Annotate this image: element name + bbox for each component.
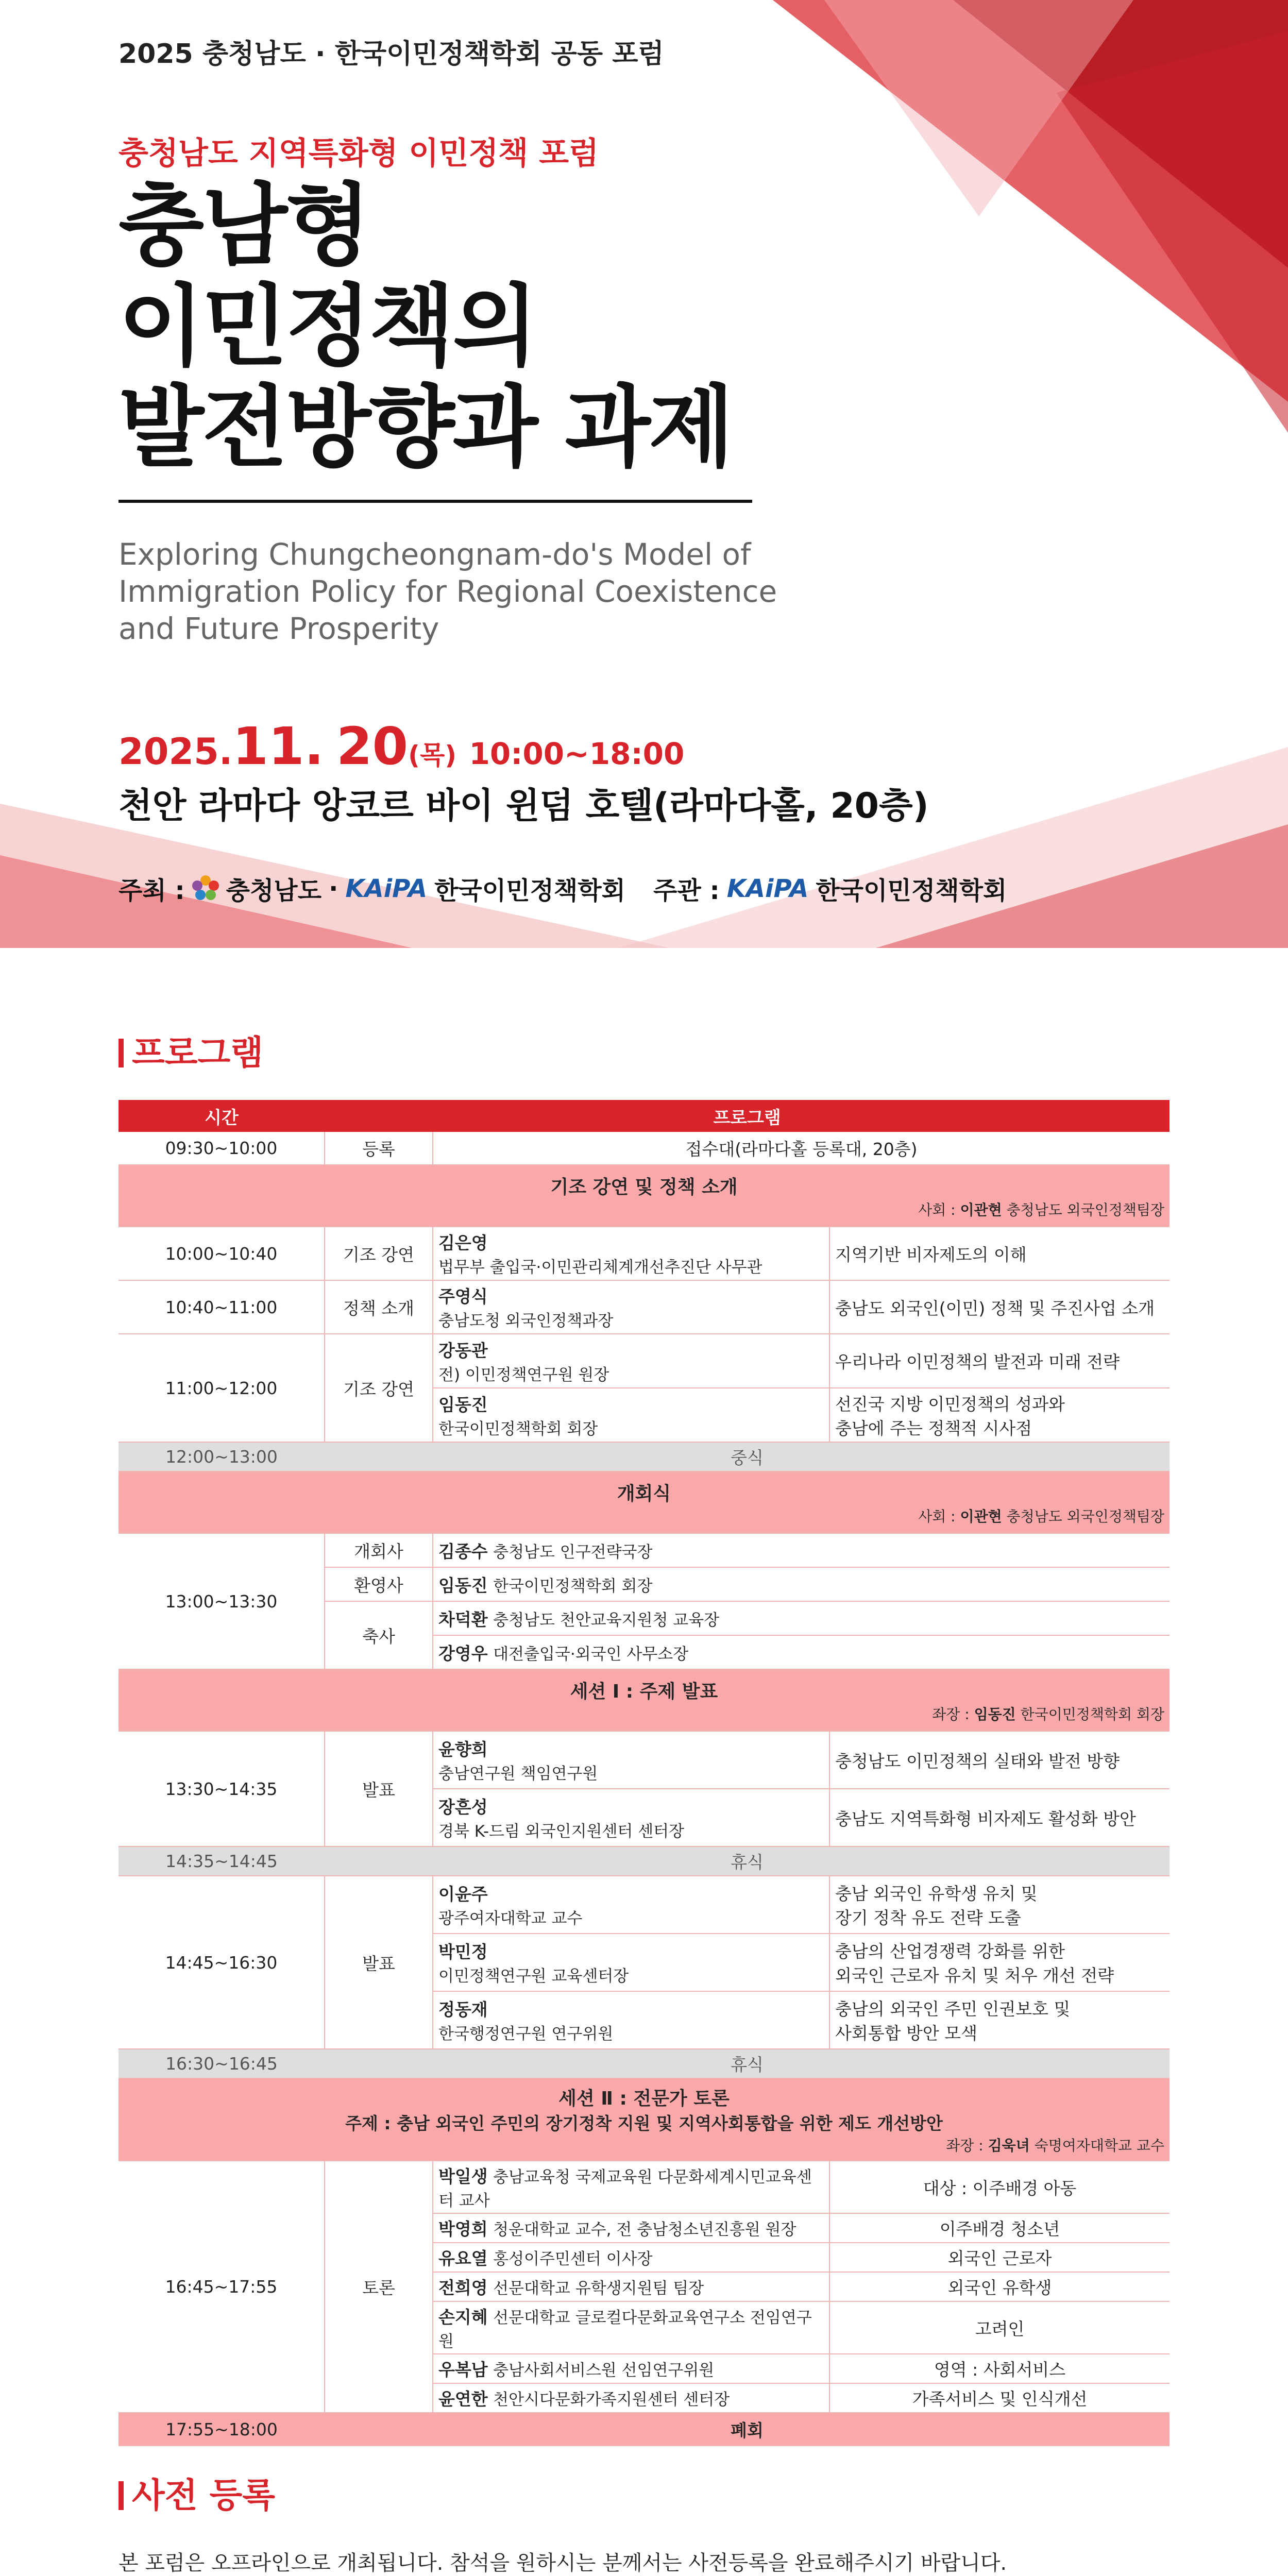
speaker-cell	[433, 2354, 829, 2383]
role-cell: 가족서비스 및 인식개선	[829, 2383, 1170, 2413]
desc-cell: 접수대(라마다홀 등록대, 20층)	[433, 1132, 1170, 1165]
host-kaipa-name: 한국이민정책학회	[434, 876, 626, 905]
category-cell: 정책 소개	[325, 1280, 433, 1334]
speaker-name: 임동진	[438, 1394, 488, 1415]
speaker-name: 주영식	[438, 1286, 488, 1307]
program-heading	[118, 1025, 263, 1074]
speaker-cell	[433, 1991, 829, 2049]
role-cell: 외국인 근로자	[829, 2243, 1170, 2272]
speaker-cell	[433, 1280, 829, 1334]
title-line: 충남형	[118, 174, 369, 277]
topic-line: 충남에 주는 정책적 시사점	[835, 1418, 1032, 1438]
category-cell: 환영사	[325, 1567, 433, 1601]
break-label: 휴식	[325, 2049, 1170, 2078]
table-row	[118, 1280, 1170, 1334]
table-row	[118, 1334, 1170, 1388]
date-weekday: (목)	[408, 740, 457, 770]
topic-cell: 충남도 지역특화형 비자제도 활성화 방안	[829, 1789, 1170, 1846]
speaker-org: 한국행정연구원 연구위원	[438, 2025, 614, 2043]
closing-label: 폐회	[325, 2413, 1170, 2446]
speaker-cell	[433, 2301, 829, 2354]
table-row	[118, 1533, 1170, 1567]
chair-org: 충청남도 외국인정책팀장	[1006, 1201, 1165, 1218]
title-line: 이민정책의	[118, 275, 536, 378]
table-row	[118, 1227, 1170, 1280]
chair-org: 충청남도 외국인정책팀장	[1006, 1507, 1165, 1525]
speaker-name: 강동관	[438, 1340, 488, 1361]
speaker-cell	[433, 1635, 1170, 1669]
program-table	[118, 1100, 1170, 2446]
topic-cell: 우리나라 이민정책의 발전과 미래 전략	[829, 1334, 1170, 1388]
band-title: 세션 Ⅱ : 전문가 토론	[558, 2088, 730, 2109]
speaker-org: 한국이민정책학회 회장	[493, 1577, 653, 1596]
band-title: 세션 Ⅰ : 주제 발표	[570, 1681, 718, 1702]
speaker-org: 홍성이주민센터 이사장	[493, 2250, 653, 2268]
speaker-name: 임동진	[438, 1575, 488, 1596]
time-cell: 10:40~11:00	[118, 1280, 325, 1334]
speaker-org: 법무부 출입국·이민관리체계개선추진단 사무관	[438, 1258, 762, 1277]
speaker-cell	[433, 1388, 829, 1442]
table-row	[118, 1876, 1170, 1934]
table-row	[118, 1132, 1170, 1165]
registration-heading-text: 사전 등록	[132, 2476, 276, 2515]
topic-line: 외국인 근로자 유치 및 처우 개선 전략	[835, 1965, 1114, 1986]
speaker-name: 손지혜	[438, 2307, 488, 2327]
speaker-cell	[433, 1789, 829, 1846]
topic-line: 장기 정착 유도 전략 도출	[835, 1908, 1021, 1928]
chair-name: 이관현	[960, 1201, 1002, 1218]
time-cell: 14:35~14:45	[118, 1846, 325, 1876]
organizer-name: 한국이민정책학회	[816, 876, 1007, 905]
title-rule	[118, 500, 752, 503]
table-header-row	[118, 1100, 1170, 1132]
category-cell: 등록	[325, 1132, 433, 1165]
band-chair	[124, 1505, 1164, 1526]
kaipa-logo: KAiPA	[345, 874, 428, 903]
time-cell: 11:00~12:00	[118, 1334, 325, 1442]
category-cell: 토론	[325, 2161, 433, 2413]
speaker-cell	[433, 1567, 1170, 1601]
date-time: 10:00~18:00	[469, 736, 685, 771]
speaker-name: 김종수	[438, 1541, 488, 1562]
speaker-cell	[433, 2161, 829, 2213]
topic-cell	[829, 1388, 1170, 1442]
closing-row	[118, 2413, 1170, 2446]
speaker-org: 천안시다문화가족지원센터 센터장	[493, 2391, 730, 2409]
band-chair	[124, 1703, 1164, 1724]
speaker-name: 전희영	[438, 2278, 488, 2298]
poster-header	[0, 0, 1288, 948]
english-title	[118, 536, 777, 647]
speaker-org: 청운대학교 교수, 전 충남청소년진흥원 원장	[493, 2221, 796, 2239]
time-cell: 10:00~10:40	[118, 1227, 325, 1280]
speaker-cell	[433, 2383, 829, 2413]
speaker-name: 강영우	[438, 1643, 488, 1664]
main-title	[118, 175, 732, 478]
date-day: 20	[336, 716, 409, 776]
topic-cell: 충남도 외국인(이민) 정책 및 주진사업 소개	[829, 1280, 1170, 1334]
category-cell: 개회사	[325, 1533, 433, 1567]
speaker-name: 박일생	[438, 2166, 488, 2187]
host-label: 주최 :	[118, 876, 185, 905]
band-chair	[124, 2134, 1164, 2155]
chair-name: 김욱녀	[988, 2137, 1030, 2154]
band-title: 기조 강연 및 정책 소개	[550, 1176, 738, 1198]
time-cell: 14:45~16:30	[118, 1876, 325, 2049]
program-heading-text: 프로그램	[132, 1033, 264, 1073]
title-line: 발전방향과 과제	[118, 376, 732, 479]
speaker-cell	[433, 2272, 829, 2301]
forum-line: 2025 충청남도 · 한국이민정책학회 공동 포럼	[118, 39, 664, 70]
english-title-line: Immigration Policy for Regional Coexistence	[118, 574, 777, 609]
speaker-org: 한국이민정책학회 회장	[438, 1419, 598, 1438]
speaker-name: 정동재	[438, 1999, 488, 2020]
speaker-cell	[433, 1731, 829, 1789]
topic-line: 선진국 지방 이민정책의 성과와	[835, 1394, 1065, 1414]
col-time: 시간	[118, 1100, 325, 1132]
speaker-org: 대전출입국·외국인 사무소장	[493, 1645, 689, 1664]
program-table-wrap	[118, 1100, 1170, 2446]
speaker-org: 충남연구원 책임연구원	[438, 1765, 598, 1783]
time-cell: 16:30~16:45	[118, 2049, 325, 2078]
break-row	[118, 1846, 1170, 1876]
section-band	[118, 1669, 1170, 1731]
host-line	[118, 871, 1007, 906]
category-cell: 축사	[325, 1601, 433, 1669]
chair-name: 이관현	[960, 1507, 1002, 1525]
speaker-name: 장흔성	[438, 1797, 488, 1817]
speaker-name: 우복남	[438, 2360, 488, 2380]
speaker-org: 선문대학교 글로컬다문화교육연구소 전임연구원	[438, 2309, 812, 2351]
chair-label: 좌장 :	[946, 2137, 984, 2154]
category-cell: 발표	[325, 1876, 433, 2049]
topic-cell: 충청남도 이민정책의 실태와 발전 방향	[829, 1731, 1170, 1789]
forum-subtitle: 충청남도 지역특화형 이민정책 포럼	[118, 135, 599, 172]
topic-line: 충남의 산업경쟁력 강화를 위한	[835, 1941, 1065, 1961]
english-title-line: Exploring Chungcheongnam-do's Model of	[118, 537, 751, 572]
role-cell: 외국인 유학생	[829, 2272, 1170, 2301]
topic-cell	[829, 1876, 1170, 1934]
topic-cell	[829, 1934, 1170, 1991]
time-cell: 16:45~17:55	[118, 2161, 325, 2413]
speaker-org: 광주여자대학교 교수	[438, 1909, 583, 1928]
speaker-org: 경북 K-드림 외국인지원센터 센터장	[438, 1822, 685, 1841]
band-title: 개회식	[617, 1483, 671, 1504]
registration-text: 본 포럼은 오프라인으로 개최됩니다. 참석을 원하시는 분께서는 사전등록을 완료해주시기 바랍니다.	[118, 2551, 1007, 2575]
col-program: 프로그램	[325, 1100, 1170, 1132]
chair-name: 임동진	[974, 1705, 1016, 1723]
speaker-cell	[433, 1533, 1170, 1567]
topic-cell	[829, 1991, 1170, 2049]
break-row	[118, 2049, 1170, 2078]
speaker-cell	[433, 2213, 829, 2243]
date-year: 2025.	[118, 731, 233, 773]
speaker-cell	[433, 1601, 1170, 1635]
speaker-name: 김은영	[438, 1233, 488, 1253]
band-subtitle: 주제 : 충남 외국인 주민의 장기정착 지원 및 지역사회통합을 위한 제도 개선방안	[345, 2113, 943, 2133]
time-cell: 13:00~13:30	[118, 1533, 325, 1669]
category-cell: 기조 강연	[325, 1334, 433, 1442]
heading-bar	[118, 2481, 124, 2510]
speaker-name: 차덕환	[438, 1609, 488, 1630]
speaker-name: 유요열	[438, 2248, 488, 2268]
break-label: 휴식	[325, 1846, 1170, 1876]
chair-label: 사회 :	[918, 1507, 956, 1525]
role-cell: 대상 : 이주배경 아동	[829, 2161, 1170, 2213]
speaker-name: 윤향희	[438, 1739, 488, 1759]
speaker-org: 전) 이민정책연구원 원장	[438, 1365, 609, 1384]
host-chungnam: 충청남도	[226, 876, 322, 905]
chair-label: 좌장 :	[932, 1705, 970, 1723]
speaker-org: 이민정책연구원 교육센터장	[438, 1967, 629, 1986]
separator-dot: ·	[329, 874, 338, 903]
speaker-cell	[433, 1934, 829, 1991]
speaker-org: 충청남도 인구전략국장	[493, 1543, 653, 1562]
chungnam-logo-icon	[192, 875, 219, 902]
speaker-org: 충남교육청 국제교육원 다문화세계시민교육센터 교사	[438, 2168, 812, 2210]
break-label: 중식	[325, 1442, 1170, 1471]
break-row	[118, 1442, 1170, 1471]
topic-cell: 지역기반 비자제도의 이해	[829, 1227, 1170, 1280]
role-cell: 이주배경 청소년	[829, 2213, 1170, 2243]
role-cell: 영역 : 사회서비스	[829, 2354, 1170, 2383]
chair-org: 한국이민정책학회 회장	[1020, 1705, 1165, 1723]
speaker-name: 박영희	[438, 2219, 488, 2239]
speaker-cell	[433, 1876, 829, 1934]
chair-org: 숙명여자대학교 교수	[1034, 2137, 1165, 2154]
topic-line: 충남 외국인 유학생 유치 및	[835, 1884, 1038, 1904]
topic-line: 사회통합 방안 모색	[835, 2023, 978, 2043]
table-row	[118, 2161, 1170, 2213]
speaker-org: 충남도청 외국인정책과장	[438, 1312, 614, 1330]
english-title-line: and Future Prosperity	[118, 611, 439, 646]
speaker-name: 윤연한	[438, 2389, 488, 2409]
speaker-cell	[433, 2243, 829, 2272]
registration-heading	[118, 2468, 1170, 2517]
section-band	[118, 1471, 1170, 1533]
band-chair	[124, 1199, 1164, 1219]
speaker-cell	[433, 1227, 829, 1280]
speaker-cell	[433, 1334, 829, 1388]
heading-bar	[118, 1039, 124, 1067]
chair-label: 사회 :	[918, 1201, 956, 1218]
section-band	[118, 1165, 1170, 1227]
kaipa-logo: KAiPA	[726, 874, 809, 903]
section-band	[118, 2078, 1170, 2161]
date-month: 11.	[232, 716, 324, 776]
event-venue: 천안 라마다 앙코르 바이 윈덤 호텔(라마다홀, 20층)	[118, 786, 929, 826]
time-cell: 17:55~18:00	[118, 2413, 325, 2446]
registration-section	[118, 2468, 1170, 2576]
event-date	[118, 716, 684, 776]
table-row	[118, 1731, 1170, 1789]
speaker-org: 충남사회서비스원 선임연구위원	[493, 2361, 715, 2380]
time-cell: 12:00~13:00	[118, 1442, 325, 1471]
speaker-org: 선문대학교 유학생지원팀 팀장	[493, 2279, 704, 2298]
category-cell: 기조 강연	[325, 1227, 433, 1280]
time-cell: 09:30~10:00	[118, 1132, 325, 1165]
organizer-label: 주관 :	[653, 876, 720, 905]
topic-line: 충남의 외국인 주민 인권보호 및	[835, 1999, 1071, 2019]
speaker-org: 충청남도 천안교육지원청 교육장	[493, 1611, 720, 1630]
speaker-name: 이윤주	[438, 1884, 488, 1904]
role-cell: 고려인	[829, 2301, 1170, 2354]
speaker-name: 박민정	[438, 1942, 488, 1962]
time-cell: 13:30~14:35	[118, 1731, 325, 1846]
category-cell: 발표	[325, 1731, 433, 1846]
